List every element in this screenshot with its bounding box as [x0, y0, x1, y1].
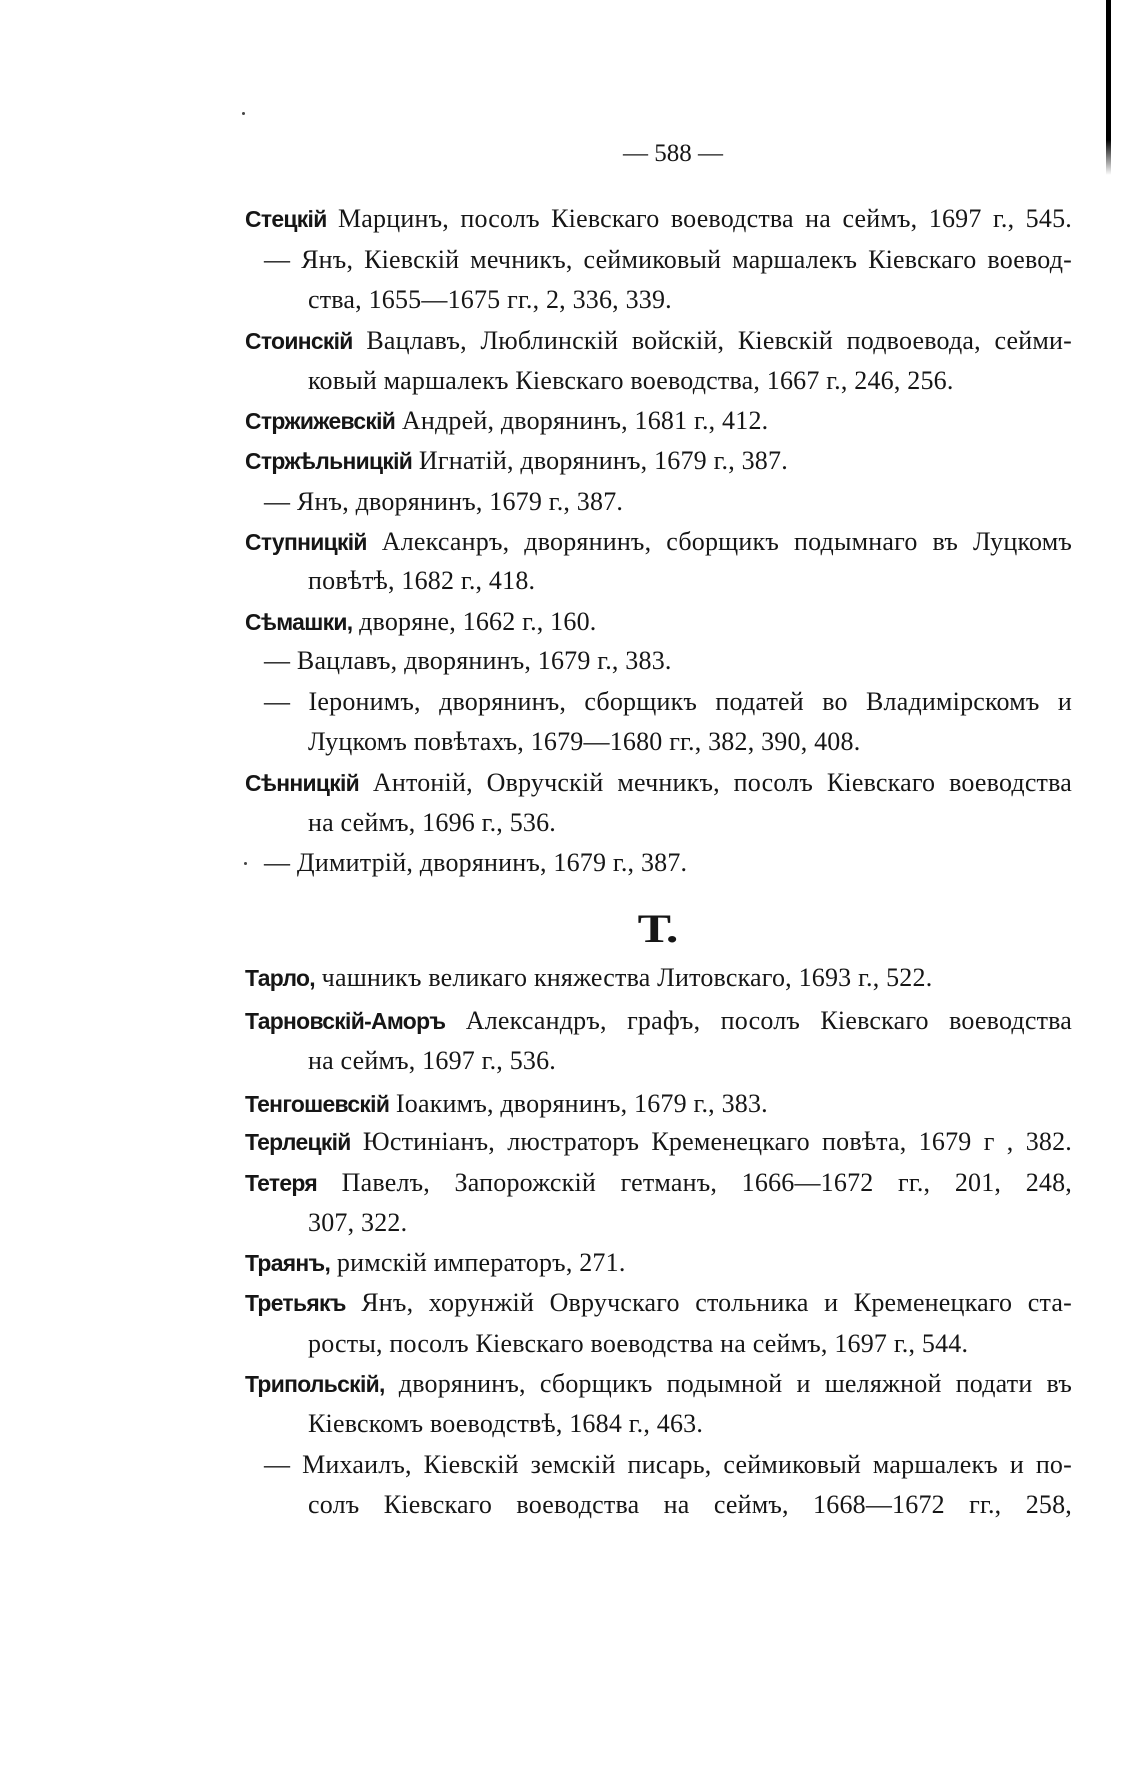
- entry-name: Терлецкій: [245, 1129, 351, 1155]
- page-number: — 588 —: [623, 140, 723, 167]
- index-subentry: [264, 682, 1072, 722]
- index-entry: [245, 441, 1072, 481]
- index-entry: [245, 401, 1072, 441]
- entry-text: — Янъ, Кіевскій мечникъ, сеймиковый маршалекъ Кіевскаго воевод-: [264, 245, 1072, 274]
- entry-text: чашникъ великаго княжества Литовскаго, 1693 г., 522.: [321, 963, 933, 992]
- scan-edge-rule: [1106, 0, 1111, 175]
- index-subentry: [264, 482, 1072, 522]
- entry-text: на сеймъ, 1696 г., 536.: [308, 808, 556, 837]
- scan-speck: [242, 112, 245, 115]
- entry-text: Іоакимъ, дворянинъ, 1679 г., 383.: [395, 1089, 768, 1118]
- entry-text: — Янъ, дворянинъ, 1679 г., 387.: [264, 487, 624, 516]
- entry-text: Павелъ, Запорожскій гетманъ, 1666—1672 гг., 201, 248,: [341, 1168, 1072, 1197]
- index-entry: [245, 1243, 1072, 1283]
- scan-speck: [244, 862, 247, 865]
- index-entry: [245, 522, 1072, 562]
- index-entry: [245, 1364, 1072, 1404]
- entry-text: Янъ, хорунжій Овручскаго стольника и Кременецкаго ста-: [361, 1288, 1072, 1317]
- index-subentry: [264, 641, 1072, 681]
- entry-text: ковый маршалекъ Кіевскаго воеводства, 1667 г., 246, 256.: [308, 366, 954, 395]
- entry-continuation: [308, 1041, 1072, 1081]
- entry-text: дворянинъ, сборщикъ подымной и шеляжной подати въ: [398, 1369, 1073, 1398]
- index-entry: [245, 763, 1072, 803]
- entry-continuation: [308, 722, 1072, 762]
- index-entry: [245, 1001, 1072, 1041]
- entry-continuation: [308, 561, 1072, 601]
- entry-text: Алексанръ, дворянинъ, сборщикъ подымнаго въ Луцкомъ: [381, 527, 1073, 556]
- entry-name: Траянъ,: [245, 1250, 331, 1276]
- entry-name: Сѣнницкій: [245, 770, 360, 796]
- entry-name: Ступницкій: [245, 529, 367, 555]
- index-entry: [245, 1283, 1072, 1323]
- entry-name: Тетеря: [245, 1170, 318, 1196]
- entry-name: Стржижевскій: [245, 408, 396, 434]
- index-entry: [245, 1122, 1072, 1162]
- index-entry: [245, 1163, 1072, 1203]
- entry-name: Стецкій: [245, 206, 327, 232]
- entry-text: росты, посолъ Кіевскаго воеводства на сеймъ, 1697 г., 544.: [308, 1329, 969, 1358]
- entry-name: Тенгошевскій: [245, 1091, 390, 1117]
- entry-continuation: [308, 280, 1072, 320]
- index-subentry: [264, 843, 1072, 883]
- entry-text: Марцинъ, посолъ Кіевскаго воеводства на сеймъ, 1697 г., 545.: [337, 204, 1072, 233]
- entry-text: Вацлавъ, Люблинскій войскій, Кіевскій подвоевода, сейми-: [366, 326, 1072, 355]
- entry-text: — Димитрій, дворянинъ, 1679 г., 387.: [264, 848, 688, 877]
- index-subentry: [264, 1445, 1072, 1485]
- entry-continuation: [308, 803, 1072, 843]
- entry-text: 307, 322.: [308, 1208, 408, 1237]
- entry-continuation: [308, 1485, 1072, 1525]
- entry-text: — Іеронимъ, дворянинъ, сборщикъ податей во Владимірскомъ и: [264, 687, 1072, 716]
- index-subentry: [264, 240, 1072, 280]
- entry-text: солъ Кіевскаго воеводства на сеймъ, 1668—1672 гг., 258,: [308, 1490, 1072, 1519]
- entry-name: Третьякъ: [245, 1290, 346, 1316]
- index-entry: [245, 321, 1072, 361]
- entry-text: Кіевскомъ воеводствѣ, 1684 г., 463.: [308, 1409, 704, 1438]
- section-letter-heading: Т.: [637, 906, 679, 951]
- entry-text: ства, 1655—1675 гг., 2, 336, 339.: [308, 285, 672, 314]
- index-entry: [245, 199, 1072, 239]
- entry-text: римскій императоръ, 271.: [336, 1248, 626, 1277]
- entry-name: Сѣмашки,: [245, 609, 353, 635]
- entry-text: Антоній, Овручскій мечникъ, посолъ Кіевскаго воеводства: [372, 768, 1072, 797]
- entry-continuation: [308, 1203, 1072, 1243]
- entry-text: — Михаилъ, Кіевскій земскій писарь, сеймиковый маршалекъ и по-: [264, 1450, 1072, 1479]
- entry-name: Тарновскій-Аморъ: [245, 1008, 446, 1034]
- entry-text: Луцкомъ повѣтахъ, 1679—1680 гг., 382, 390, 408.: [308, 727, 861, 756]
- entry-name: Стржѣльницкій: [245, 448, 413, 474]
- entry-text: — Вацлавъ, дворянинъ, 1679 г., 383.: [264, 646, 672, 675]
- entry-name: Стоинскій: [245, 328, 353, 354]
- entry-text: Андрей, дворянинъ, 1681 г., 412.: [401, 406, 769, 435]
- index-entry: [245, 602, 1072, 642]
- index-entry: [245, 1084, 1072, 1124]
- entry-name: Тарло,: [245, 965, 315, 991]
- index-entry: [245, 958, 1072, 998]
- entry-continuation: [308, 1404, 1072, 1444]
- entry-text: Юстиніанъ, люстраторъ Кременецкаго повѣта, 1679 г , 382.: [362, 1127, 1072, 1156]
- entry-text: повѣтѣ, 1682 г., 418.: [308, 566, 536, 595]
- entry-continuation: [308, 1324, 1072, 1364]
- entry-text: дворяне, 1662 г., 160.: [359, 607, 597, 636]
- entry-continuation: [308, 361, 1072, 401]
- entry-text: на сеймъ, 1697 г., 536.: [308, 1046, 556, 1075]
- entry-text: Игнатій, дворянинъ, 1679 г., 387.: [418, 446, 788, 475]
- entry-text: Александръ, графъ, посолъ Кіевскаго воеводства: [465, 1006, 1073, 1035]
- entry-name: Трипольскій,: [245, 1371, 385, 1397]
